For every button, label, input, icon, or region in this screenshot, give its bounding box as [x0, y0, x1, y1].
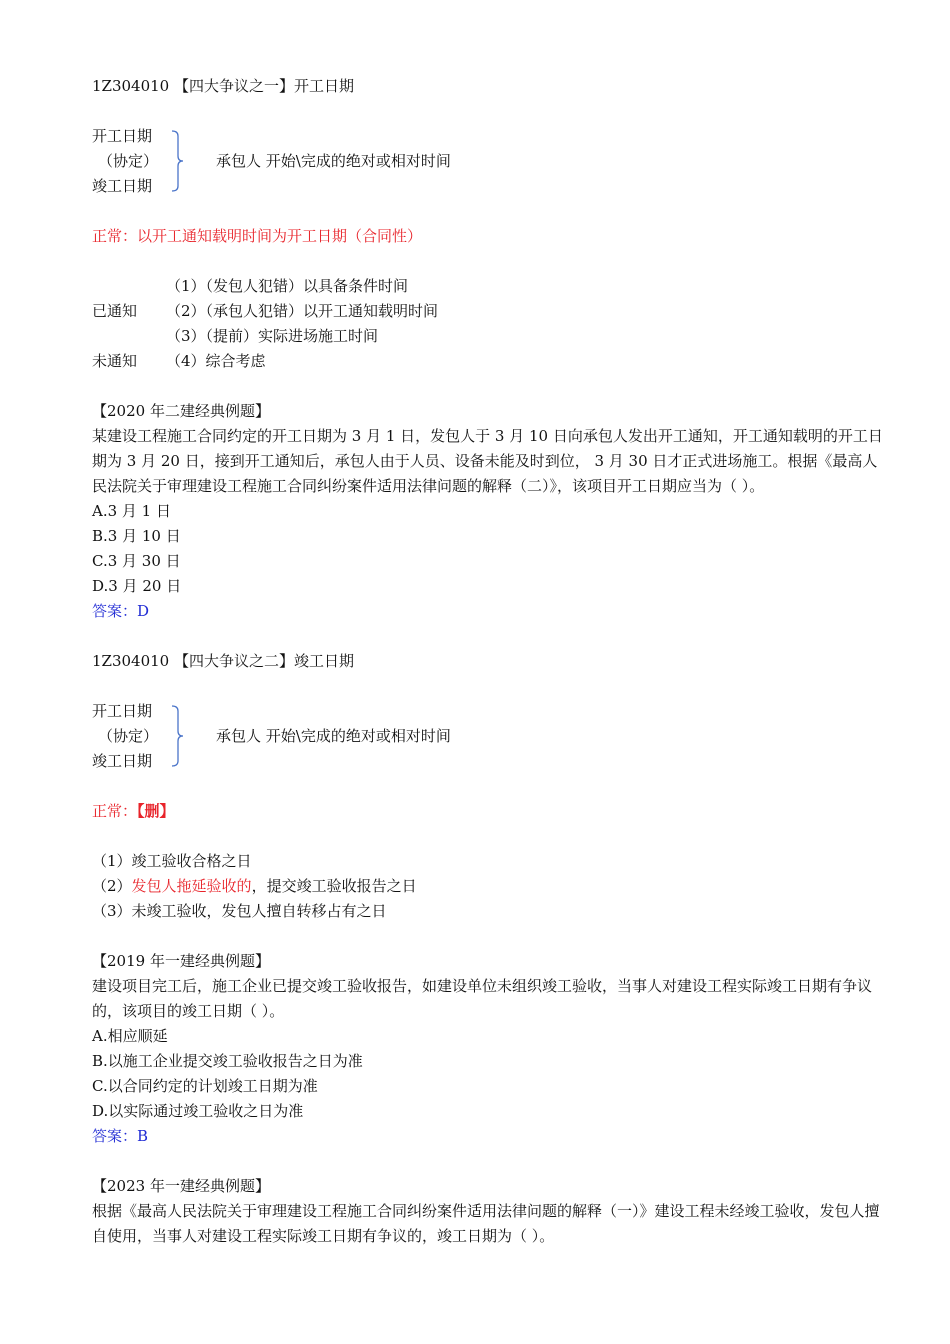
brace-right-text: 承包人 开始\完成的绝对或相对时间	[216, 152, 451, 170]
right-brace-icon	[170, 130, 186, 192]
example-2023-question: 根据《最高人民法院关于审理建设工程施工合同纠纷案件适用法律问题的解释（一）》建设工程未经竣工验收，发包人擅自使用，当事人对建设工程实际竣工日期有争议的，竣工日期为（ ）。	[92, 1202, 880, 1245]
section1-notice-list	[92, 274, 892, 374]
brace-left-end: 竣工日期	[92, 752, 153, 770]
section2-normal-rule: 正常：【删】	[92, 802, 175, 820]
option-d: D.以实际通过竣工验收之日为准	[92, 1102, 304, 1120]
brace-left-agreed: （协定）	[98, 152, 159, 170]
brace-left-start: 开工日期	[92, 702, 153, 720]
list-item: （2）发包人拖延验收的，提交竣工验收报告之日	[92, 877, 417, 895]
brace-left-start: 开工日期	[92, 127, 153, 145]
section1-normal-rule: 正常：以开工通知载明时间为开工日期（合同性）	[92, 227, 423, 245]
option-a: A.3 月 1 日	[92, 502, 171, 520]
option-b: B.3 月 10 日	[92, 527, 181, 545]
option-d: D.3 月 20 日	[92, 577, 182, 595]
option-a: A.相应顺延	[92, 1027, 168, 1045]
example-2020-question: 某建设工程施工合同约定的开工日期为 3 月 1 日，发包人于 3 月 10 日向承包人发出开工通知，开工通知载明的开工日期为 3 月 20 日，接到开工通知后，承包人由于人员、设备未能及时到位， 3 月 30 日才正式进场施工。根据《最高人民法院关于审理建设工程施工合同纠纷案件适用法律问题的解释（二）》，该项目开工日期应当为（ ）。	[92, 427, 883, 495]
list-item: （1）（发包人犯错）以具备条件时间	[166, 277, 409, 295]
document-page	[92, 74, 892, 1249]
example-2023-title: 【2023 年一建经典例题】	[92, 1177, 270, 1195]
highlight-text: 发包人拖延验收的	[131, 877, 252, 895]
example-2019-question: 建设项目完工后，施工企业已提交竣工验收报告，如建设单位未组织竣工验收，当事人对建设工程实际竣工日期有争议的，该项目的竣工日期（ ）。	[92, 977, 873, 1020]
list-item: （3）（提前）实际进场施工时间	[166, 327, 379, 345]
list-item: （2）（承包人犯错）以开工通知载明时间	[166, 302, 439, 320]
brace-left-agreed: （协定）	[98, 727, 159, 745]
notified-label: 已通知	[92, 302, 138, 320]
list-item: （4）综合考虑	[166, 352, 266, 370]
example-2019-answer: 答案：B	[92, 1127, 149, 1145]
example-2020-title: 【2020 年二建经典例题】	[92, 402, 270, 420]
deleted-tag: 【删】	[137, 802, 175, 820]
option-c: C.3 月 30 日	[92, 552, 181, 570]
section2-brace-diagram	[92, 699, 892, 774]
option-b: B.以施工企业提交竣工验收报告之日为准	[92, 1052, 363, 1070]
unnotified-label: 未通知	[92, 352, 138, 370]
section1-brace-diagram	[92, 124, 892, 199]
option-c: C.以合同约定的计划竣工日期为准	[92, 1077, 318, 1095]
list-item: （1）竣工验收合格之日	[92, 852, 252, 870]
right-brace-icon	[170, 705, 186, 767]
section2-heading: 1Z304010 【四大争议之二】竣工日期	[92, 652, 354, 670]
list-item: （3）未竣工验收，发包人擅自转移占有之日	[92, 902, 387, 920]
example-2019-title: 【2019 年一建经典例题】	[92, 952, 270, 970]
example-2020-answer: 答案：D	[92, 602, 150, 620]
brace-left-end: 竣工日期	[92, 177, 153, 195]
brace-right-text: 承包人 开始\完成的绝对或相对时间	[216, 727, 451, 745]
section1-heading: 1Z304010 【四大争议之一】开工日期	[92, 77, 354, 95]
